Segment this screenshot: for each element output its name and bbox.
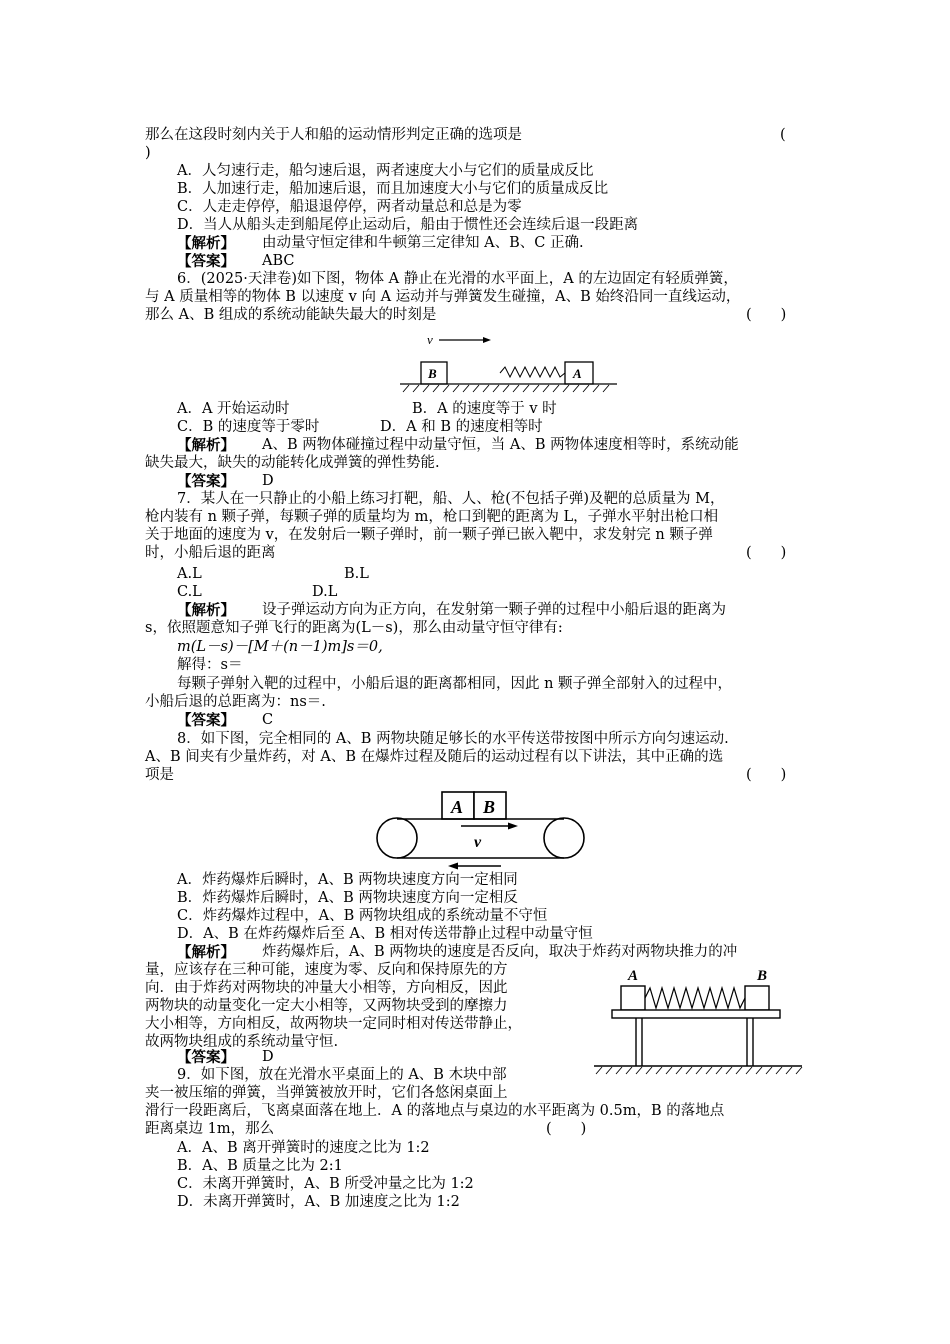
block-b-label: B (483, 797, 496, 817)
answer-paren: ( ) (746, 545, 787, 561)
spring-collision-figure (395, 330, 620, 396)
option-b: B．A 的速度等于 v 时 (412, 401, 557, 417)
block-b (745, 986, 769, 1010)
answer-label: 【答案】 (177, 473, 235, 490)
option-c: C.L (177, 584, 202, 600)
answer-paren: ( ) (546, 1121, 587, 1137)
answer-label: 【答案】 (177, 253, 235, 270)
option-d: D．未离开弹簧时，A、B 加速度之比为 1:2 (177, 1194, 460, 1210)
text-line: 那么在这段时刻内关于人和船的运动情形判定正确的选项是 (145, 127, 522, 143)
conveyor-belt-figure (366, 788, 596, 872)
option-c: C．人走走停停，船退退停停，两者动量总和总是为零 (177, 199, 522, 215)
answer-label: 【答案】 (177, 712, 235, 729)
text-line: 那么 A、B 组成的系统动能缺失最大的时刻是 (145, 307, 437, 323)
option-d: D．A 和 B 的速度相等时 (380, 419, 543, 435)
answer-text: D (262, 1049, 274, 1065)
analysis-text: 由动量守恒定律和牛顿第三定律知 A、B、C 正确. (262, 235, 584, 251)
option-b: B．炸药爆炸后瞬时，A、B 两物块速度方向一定相反 (177, 890, 518, 906)
option-b: B．A、B 质量之比为 2:1 (177, 1158, 343, 1174)
answer-text: D (262, 473, 274, 489)
analysis-text: s，依照题意知子弹飞行的距离为(L－s)，那么由动量守恒守律有: (145, 620, 563, 636)
analysis-text: 缺失最大，缺失的动能转化成弹簧的弹性势能. (145, 455, 440, 471)
text-line: 时，小船后退的距离 (145, 545, 276, 561)
text-line: 7．某人在一只静止的小船上练习打靶，船、人、枪(不包括子弹)及靶的总质量为 M， (177, 491, 725, 507)
analysis-label: 【解析】 (177, 235, 235, 252)
arrow-head (508, 823, 518, 830)
option-a: A．人匀速行走，船匀速后退，两者速度大小与它们的质量成反比 (177, 163, 594, 179)
analysis-text: 每颗子弹射入靶的过程中，小船后退的距离都相同，因此 n 颗子弹全部射入的过程中， (177, 676, 733, 692)
option-d: D．A、B 在炸药爆炸后至 A、B 相对传送带静止过程中动量守恒 (177, 926, 593, 942)
label-a: A (628, 968, 639, 984)
velocity-label: v (427, 332, 433, 347)
option-a: A．A 开始运动时 (177, 401, 290, 417)
analysis-label: 【解析】 (177, 437, 235, 454)
option-b: B．人加速行走，船加速后退，而且加速度大小与它们的质量成反比 (177, 181, 609, 197)
block-b-label: B (428, 366, 437, 381)
block-a-label: A (451, 797, 464, 817)
left-pulley (377, 818, 417, 858)
answer-paren-open: ( (780, 127, 786, 143)
equation: m(L－s)－[M＋(n－1)m]s＝0, (177, 639, 383, 655)
analysis-text: A、B 两物体碰撞过程中动量守恒，当 A、B 两物体速度相等时，系统动能 (262, 437, 739, 453)
ground-hatch (596, 1067, 802, 1074)
text-line: 6．(2025·天津卷)如下图，物体 A 静止在光滑的水平面上，A 的左边固定有轻质弹簧， (177, 271, 738, 287)
analysis-text: 设子弹运动方向为正方向，在发射第一颗子弹的过程中小船后退的距离为 (262, 602, 726, 618)
answer-paren: ( ) (746, 307, 787, 323)
text-line: 项是 (145, 767, 174, 783)
analysis-label: 【解析】 (177, 944, 235, 961)
table-spring-figure (590, 962, 805, 1082)
text-line: 8．如下图，完全相同的 A、B 两物块随足够长的水平传送带按图中所示方向匀速运动. (177, 731, 729, 747)
solution-line: 解得：s＝ (177, 657, 243, 673)
analysis-text: 大小相等，方向相反，故两物块一定同时相对传送带静止， (145, 1016, 522, 1032)
option-c: C．未离开弹簧时，A、B 所受冲量之比为 1:2 (177, 1176, 474, 1192)
arrow-head (483, 337, 491, 343)
analysis-text: 量，应该存在三种可能，速度为零、反向和保持原先的方 (145, 962, 508, 978)
velocity-label: v (474, 834, 482, 851)
analysis-text: 小船后退的总距离为：ns＝. (145, 694, 326, 710)
option-c: C．炸药爆炸过程中，A、B 两物块组成的系统动量不守恒 (177, 908, 548, 924)
text-line: A、B 间夹有少量炸药，对 A、B 在爆炸过程及随后的运动过程有以下讲法，其中正确的选 (145, 749, 724, 765)
spring (500, 367, 565, 377)
right-pulley (544, 818, 584, 858)
arrow-head (448, 863, 458, 870)
answer-text: C (262, 712, 274, 728)
text-line: 枪内装有 n 颗子弹，每颗子弹的质量均为 m，枪口到靶的距离为 L，子弹水平射出枪口相 (145, 509, 719, 525)
compressed-spring (645, 988, 745, 1008)
text-line: 距离桌边 1m，那么 (145, 1121, 275, 1137)
option-a: A.L (177, 566, 202, 582)
text-line: 与 A 质量相等的物体 B 以速度 v 向 A 运动并与弹簧发生碰撞，A、B 始终沿同一直线运动， (145, 289, 741, 305)
answer-paren-close: ) (145, 145, 151, 161)
answer-text: ABC (262, 253, 295, 269)
option-a: A．A、B 离开弹簧时的速度之比为 1:2 (177, 1140, 430, 1156)
option-c: C．B 的速度等于零时 (177, 419, 320, 435)
option-d: D.L (312, 584, 338, 600)
option-d: D．当人从船头走到船尾停止运动后，船由于惯性还会连续后退一段距离 (177, 217, 639, 233)
analysis-text: 故两物块组成的系统动量守恒. (145, 1034, 339, 1050)
table-top (612, 1010, 780, 1018)
text-line: 关于地面的速度为 v，在发射后一颗子弹时，前一颗子弹已嵌入靶中，求发射完 n 颗子弹 (145, 527, 713, 543)
block-a (621, 986, 645, 1010)
analysis-text: 炸药爆炸后，A、B 两物块的速度是否反向，取决于炸药对两物块推力的冲 (262, 944, 738, 960)
text-line: 9．如下图，放在光滑水平桌面上的 A、B 木块中部 (177, 1067, 507, 1083)
option-b: B.L (344, 566, 369, 582)
ground-hatch (403, 385, 609, 392)
option-a: A．炸药爆炸后瞬时，A、B 两物块速度方向一定相同 (177, 872, 518, 888)
text-line: 滑行一段距离后，飞离桌面落在地上．A 的落地点与桌边的水平距离为 0.5m，B 的落地点 (145, 1103, 725, 1119)
text-line: 夹一被压缩的弹簧，当弹簧被放开时，它们各悠闲桌面上 (145, 1085, 508, 1101)
label-b: B (757, 968, 768, 984)
answer-label: 【答案】 (177, 1049, 235, 1066)
analysis-text: 两物块的动量变化一定大小相等，又两物块受到的摩擦力 (145, 998, 508, 1014)
block-a-label: A (573, 366, 582, 381)
analysis-text: 向．由于炸药对两物块的冲量大小相等，方向相反，因此 (145, 980, 508, 996)
analysis-label: 【解析】 (177, 602, 235, 619)
answer-paren: ( ) (746, 767, 787, 783)
